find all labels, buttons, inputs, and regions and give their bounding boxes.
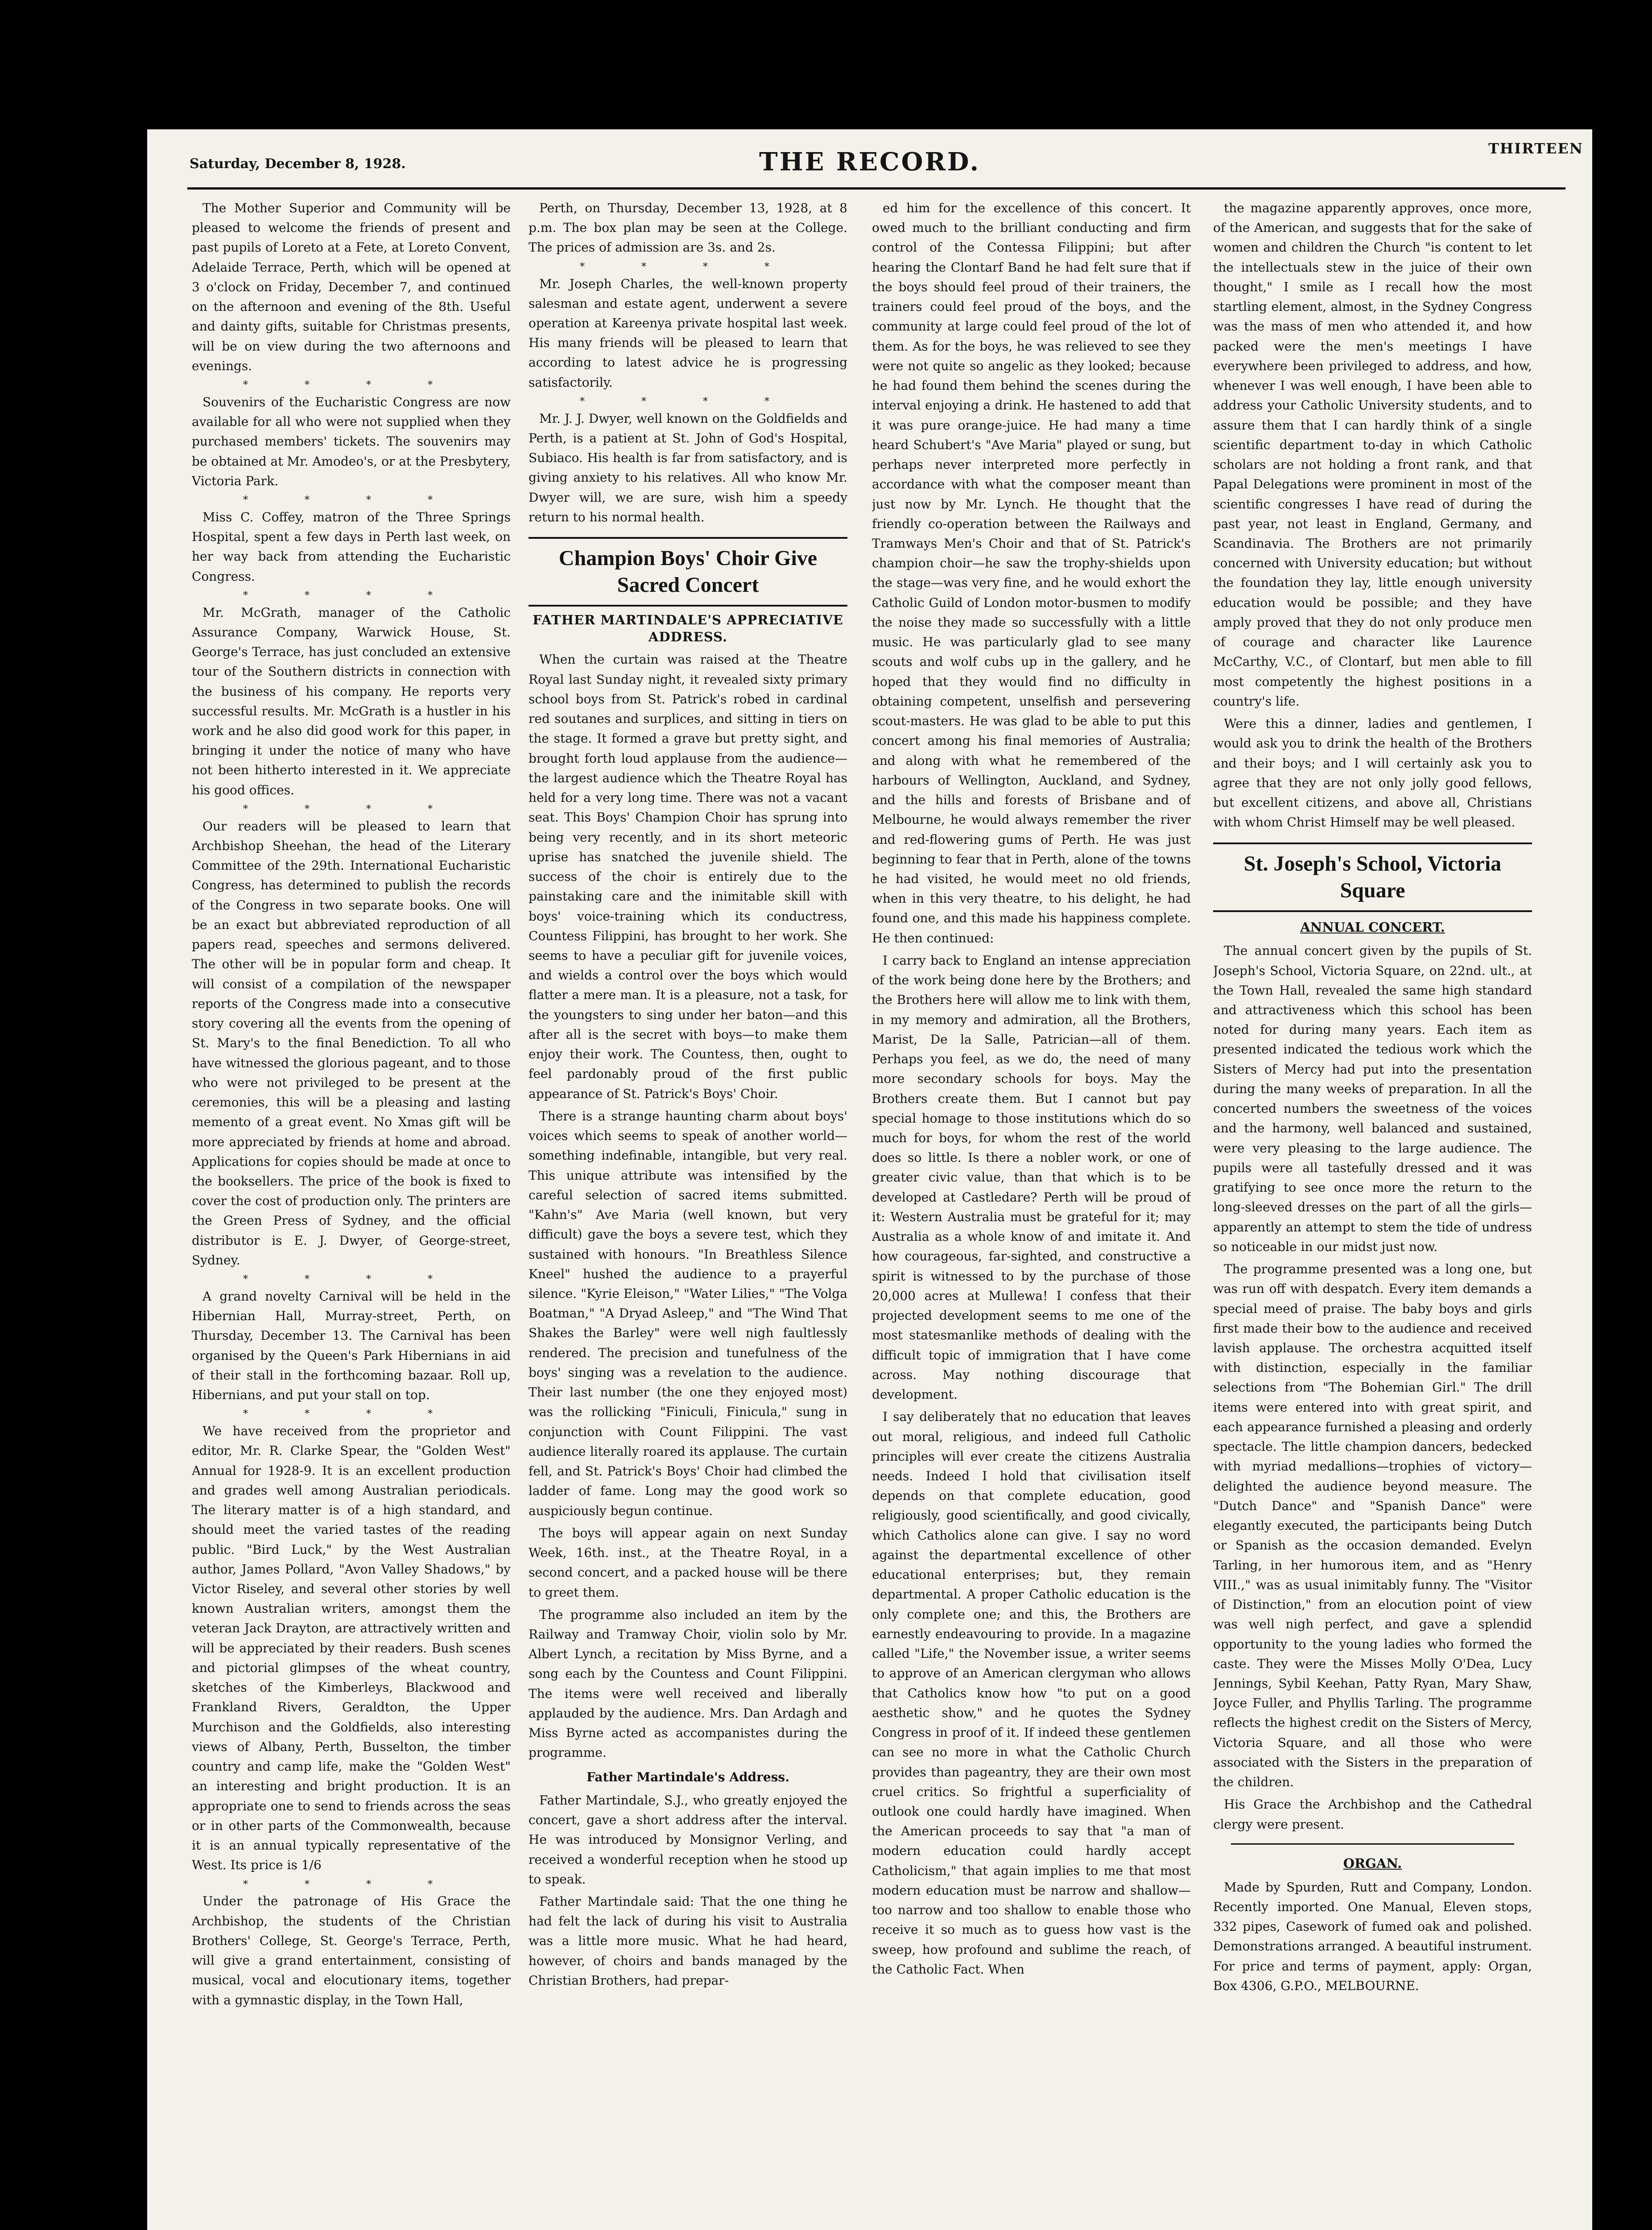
article-golden-west: We have received from the proprietor and editor, Mr. R. Clarke Spear, the "Golden West" Annual for 1928-9. It is an excellent production and grades well among Australian periodicals. The literary matter is of a high standard, and should meet the varied tastes of the reading public. "Bird Luck," by the West Australian author, James Pollard, "Avon Valley Shadows," by Victor Riseley, and several other stories by well known Australian writers, amongst them the veteran Jack Drayton, are attractively written and will be appreciated by their readers. Bush scenes and pictorial glimpses of the wheat country, sketches of the Kimberleys, Blackwood and Frankland Rivers, Geraldton, the Upper Murchison and the Goldfields, also interesting views of Albany, Perth, Busselton, the timber country and camp life, make the "Golden West" an interesting and bright production. It is an appropriate one to send to friends across the seas or in other parts of the Commonwealth, because it is an annual typically representative of the West. Its price is 1/6 [192,1424,511,1873]
article-joseph-charles: Mr. Joseph Charles, the well-known property salesman and estate agent, underwent a severe operation at Kareenya private hospital last week. His many friends will be pleased to learn that according to latest advice he is progressing satisfactorily. [529,276,847,390]
article-congress-records: Our readers will be pleased to learn that Archbishop Sheehan, the head of the Literary Committee of the 29th. International Eucharistic Congress, has determined to publish the records of the Congress in two separate books. One will be an exact but abbreviated reproduction of all papers read, speeches and sermons delivered. The other will be in popular form and cheap. It will consist of a compilation of the newspaper reports of the Congress made into a consecutive story covering all the events from the opening of St. Mary's to the final Benediction. To all who have witnessed the glorious pageant, and to those who were not privileged to be present at the ceremonies, this will be a pleasing and lasting memento of a great event. No Xmas gift will be more appreciated by friends at home and abroad. Applications for copies should be made at once to the booksellers. The price of the book is fixed to cover the cost of production only. The printers are the Green Press of Sydney, and the official distributor is E. J. Dwyer, of George-street, Sydney. [192,818,511,1268]
headline-box [529,537,847,607]
headline-box [1213,842,1532,912]
article-congress-souvenirs: Souvenirs of the Eucharistic Congress are now available for all who were not supplied when they purchased members' tickets. The souvenirs may be obtained at Mr. Amodeo's, or at the Presbytery, Victoria Park. [192,394,511,488]
address-paragraph: I say deliberately that no education that leaves out moral, religious, and indeed full Catholic principles will ever create the citizens Australia needs. Indeed I hold that civilisation itself depends on that complete education, good religiously, good scientifically, and good civically, which Catholics alone can give. I say no word against the departmental excellence of other educational enterprises; but, they remain departmental. A proper Catholic education is the only complete one; and this, the Brothers are earnestly endeavouring to provide. In a magazine called "Life," the November issue, a writer seems to approve of an American clergyman who allows that Catholics know how "to put on a good aesthetic show," and he quotes the Sydney Congress in proof of it. If indeed these gentlemen can see no more in what the Catholic Church provides than pageantry, they are their own most cruel critics. So frightful a superficiality of outlook one could hardly have imagined. When the American proceeds to say that "a man of modern education could hardly accept Catholicism," that again implies to me that most modern education must be narrow and shallow—too narrow and too shallow to enable those who receive it so much as to guess how vast is the sweep, how profound and sublime the reach, of the Catholic Fact. When [872,1409,1191,1977]
column-1 [192,198,511,2230]
concert-paragraph: The annual concert given by the pupils of St. Joseph's School, Victoria Square, on 22nd. ult., at the Town Hall, revealed the same high standard and attractiveness which this school has been noted for during many years. Each item as presented indicated the tedious work which the Sisters of Mercy had put into the presentation during the many weeks of preparation. In all the concerted numbers the sweetness of the voices and the harmony, well balanced and sustained, were very pleasing to the large audience. The pupils were all tastefully dressed and it was gratifying to see once more the return to the long-sleeved dresses on the part of all the girls—apparently an attempt to stem the tide of undress so noticeable in our midst just now. [1213,943,1532,1254]
article-mr-mcgrath: Mr. McGrath, manager of the Catholic Assurance Company, Warwick House, St. George's Terrace, has just concluded an extensive tour of the Southern districts in connection with the business of his company. He reports very successful results. Mr. McGrath is a hustler in his work and he also did good work for this paper, in bringing it under the notice of many who have not been hitherto interested in it. We appreciate his good offices. [192,605,511,797]
subheading-address: Father Martindale's Address. [586,1769,789,1784]
column-2 [529,198,847,2230]
separator-stars: * * * * [243,380,459,391]
separator-stars: * * * * [243,1274,459,1285]
issue-date: Saturday, December 8, 1928. [190,156,406,172]
article-hibernian-carnival: A grand novelty Carnival will be held in the Hibernian Hall, Murray-street, Perth, on Thursday, December 13. The Carnival has been organised by the Queen's Park Hibernians in aid of their stall in the forthcoming bazaar. Roll up, Hibernians, and put your stall on top. [192,1288,511,1403]
address-paragraph: Were this a dinner, ladies and gentlemen, I would ask you to drink the health of the Brothers and their boys; and I will certainly ask you to agree that they are not only jolly good fellows, but excellent citizens, and above all, Christians with whom Christ Himself may be well pleased. [1213,716,1532,830]
article-loreto-fete: The Mother Superior and Community will be pleased to welcome the friends of present and past pupils of Loreto at a Fete, at Loreto Convent, Adelaide Terrace, Perth, which will be opened at 3 o'clock on Friday, December 7, and continued on the afternoon and evening of the 8th. Useful and dainty gifts, suitable for Christmas presents, will be on view during the two afternoons and evenings. [192,201,511,373]
address-paragraph: I carry back to England an intense appreciation of the work being done here by the Brothers; and the Brothers here will allow me to link with them, in my memory and admiration, all the Brothers, Marist, De la Salle, Patrician—all of them. Perhaps you feel, as we do, the need of many more secondary schools for boys. May the Brothers create them. But I cannot but pay special homage to those institutions which do so much for boys, for whom the rest of the world does so little. Is there a nobler work, or one of greater civic value, than that which is to be developed at Castledare? Perth will be proud of it: Western Australia must be grateful for it; may Australia as a whole know of and imitate it. And how courageous, far-sighted, and constructive a spirit is witnessed to by the purchase of those 20,000 acres at Mullewa! I confess that their projected development seems to me one of the most statesmanlike methods of dealing with the difficult topic of immigration that I have come across. May nothing discourage that development. [872,953,1191,1402]
column-3 [872,198,1191,2230]
address-paragraph: ed him for the excellence of this concert. It owed much to the brilliant conducting and firm control of the Contessa Filippini; but after hearing the Clontarf Band he had felt sure that if the boys should feel proud of their trainers, the trainers could feel proud of the boys, and the community at large could feel proud of the lot of them. As for the boys, he was relieved to see they were not quite so angelic as they looked; because he had found them behind the scenes during the interval enjoying a drink. He hastened to add that it was pure orange-juice. He had many a time heard Schubert's "Ave Maria" played or sung, but perhaps never interpreted more perfectly in accordance with what the composer meant than just now by Mr. Lynch. He thought that the friendly co-operation between the Railways and Tramways Men's Choir and that of St. Patrick's champion choir—he saw the trophy-shields upon the stage—was very fine, and he would exhort the Catholic Guild of London motor-busmen to modify the noise they made so successfully with a little music. He was particularly glad to see many scouts and wolf cubs up in the gallery, and he hoped that they would find no difficulty in obtaining competent, unselfish and persevering scout-masters. He was glad to be able to put this concert among his final memories of Australia; and along with what he remembered of the harbours of Wellington, Auckland, and Sydney, and the hills and forests of Brisbane and of Melbourne, he would always remember the river and red-flowering gums of Perth. He was just beginning to fear that in Perth, alone of the towns he had visited, he would meet no old friends, when in this very theatre, to his delight, he had found one, and this made his happiness complete. He then continued: [872,201,1191,946]
address-paragraph: Father Martindale said: That the one thing he had felt the lack of during his visit to Australia was a little more music. What he had heard, however, of choirs and bands managed by the Christian Brothers, had prepar- [529,1894,847,1988]
subheadline-martindale: FATHER MARTINDALE'S APPRECIATIVE ADDRESS. [533,612,843,644]
newspaper-page [147,129,1592,2230]
address-paragraph: Father Martindale, S.J., who greatly enjoyed the concert, gave a short address after the interval. He was introduced by Monsignor Verling, and received a wonderful reception when he stood up to speak. [529,1792,847,1887]
masthead-title: THE RECORD. [759,147,980,177]
separator-stars: * * * * [243,495,459,506]
separator-stars: * * * * [243,590,459,601]
headline-st-josephs: St. Joseph's School, Victoria Square [1243,851,1502,902]
choir-paragraph: The boys will appear again on next Sunday Week, 16th. inst., at the Theatre Royal, in a second concert, and a packed house will be there to greet them. [529,1525,847,1600]
concert-paragraph: The programme presented was a long one, but was run off with despatch. Every item demands a special meed of praise. The baby boys and girls first made their bow to the audience and received lavish applause. The orchestra acquitted itself with distinction, especially in the familiar selections from "The Bohemian Girl." The drill items were entered into with great spirit, and each appearance furnished a pleasing and orderly spectacle. The little champion dancers, bedecked with myriad medallions—trophies of victory—delighted the audience beyond measure. The "Dutch Dance" and "Spanish Dance" were elegantly executed, the participants being Dutch or Spanish as the occasion demanded. Evelyn Tarling, in her humorous item, and as "Henry VIII.," was as usual inimitably funny. The "Visitor of Distinction," from an elocution point of view was well nigh perfect, and gave a splendid opportunity to the young ladies who formed the caste. They were the Misses Molly O'Dea, Lucy Jennings, Sybil Keehan, Patty Ryan, Mary Shaw, Joyce Fuller, and Phyllis Tarling. The programme reflects the highest credit on the Sisters of Mercy, Victoria Square, and all those who were associated with the Sisters in the preparation of the children. [1213,1262,1532,1790]
page-number: THIRTEEN [1488,140,1583,157]
choir-paragraph: The programme also included an item by the Railway and Tramway Choir, violin solo by Mr. Albert Lynch, a recitation by Miss Byrne, and a song each by the Countess and Count Filippini. The items were well received and liberally applauded by the audience. Mrs. Dan Ardagh and Miss Byrne acted as accompanistes during the programme. [529,1607,847,1760]
separator-stars: * * * * [243,1879,459,1890]
headline-choir-concert: Champion Boys' Choir Give Sacred Concert [558,546,818,597]
article-cbc-entertainment-cont: Perth, on Thursday, December 13, 1928, at 8 p.m. The box plan may be seen at the College. The prices of admission are 3s. and 2s. [529,201,847,255]
separator-stars: * * * * [580,396,796,407]
article-jj-dwyer: Mr. J. J. Dwyer, well known on the Goldfields and Perth, is a patient at St. John of God's Hospital, Subiaco. His health is far from satisfactory, and is giving anxiety to his relatives. All who know Mr. Dwyer will, we are sure, wish him a speedy return to his normal health. [529,411,847,524]
separator-stars: * * * * [243,1408,459,1420]
address-paragraph: the magazine apparently approves, once more, of the American, and suggests that for the sake of women and children the Church "is content to let the intellectuals stew in the juice of their own thought," I smile as I recall how the most startling element, almost, in the Sydney Congress was the mass of men who attended it, and how packed were the men's meetings I have everywhere been privileged to address, and how, whenever I was well enough, I have been able to address your Catholic University students, and to assure them that I can hardly think of a single scientific department to-day in which Catholic scholars are not holding a front rank, and that Papal Delegations were prominent in most of the scientific congresses I have read of during the past year, not least in England, Germany, and Scandinavia. The Brothers are not primarily concerned with University education; but without the foundation they lay, little enough university education would be possible; and they have amply proved that they do not only produce men of courage and character like Laurence McCarthy, V.C., of Clontarf, but men able to fill most competently the highest positions in a country's life. [1213,201,1532,709]
article-cbc-entertainment: Under the patronage of His Grace the Archbishop, the students of the Christian Brothers' College, St. George's Terrace, Perth, will give a grand entertainment, consisting of musical, vocal and elocutionary items, together with a gymnastic display, in the Town Hall, [192,1894,511,2007]
subheadline-organ: ORGAN. [1343,1855,1402,1871]
header-rule [187,187,1565,190]
section-rule [1231,1843,1514,1845]
choir-paragraph: There is a strange haunting charm about boys' voices which seems to speak of another world—something indefinable, intangible, but very real. This unique attribute was intensified by the careful selection of sacred items submitted. "Kahn's" Ave Maria (well known, but very difficult) gave the boys a severe test, which they sustained with honours. "In Breathless Silence Kneel" hushed the audience to a prayerful silence. "Kyrie Eleison," "Water Lilies," "The Volga Boatman," "A Dryad Asleep," and "The Wind That Shakes the Barley" were well nigh faultlessly rendered. The precision and tunefulness of the boys' singing was a revelation to the audience. Their last number (the one they enjoyed most) was the rollicking "Finiculi, Finicula," sung in conjunction with Count Filippini. The vast audience literally roared its applause. The curtain fell, and St. Patrick's Boys' Choir had climbed the ladder of fame. Long may the good work so auspiciously begun continue. [529,1108,847,1518]
subheadline-annual-concert: ANNUAL CONCERT. [1300,919,1445,935]
column-4 [1213,198,1532,2230]
article-miss-coffey: Miss C. Coffey, matron of the Three Springs Hospital, spent a few days in Perth last week, on her way back from attending the Eucharistic Congress. [192,509,511,584]
separator-stars: * * * * [243,803,459,815]
choir-paragraph: When the curtain was raised at the Theatre Royal last Sunday night, it revealed sixty primary school boys from St. Patrick's robed in cardinal red soutanes and surplices, and sitting in tiers on the stage. It formed a grave but pretty sight, and brought forth loud applause from the audience—the largest audience which the Theatre Royal has held for a very long time. There was not a vacant seat. This Boys' Champion Choir has sprung into being very recently, and in its short meteoric uprise has snatched the juvenile shield. The success of the choir is entirely due to the painstaking care and the inimitable skill with boys' voice-training which its conductress, Countess Filippini, has brought to her work. She seems to have a peculiar gift for juvenile voices, and wields a control over the boys which would flatter a mere man. It is a pleasure, not a task, for the youngsters to sing under her baton—and this after all is the secret with boys—to make them enjoy their work. The Countess, then, ought to feel pardonably proud of the first public appearance of St. Patrick's Boys' Choir. [529,652,847,1101]
concert-paragraph: His Grace the Archbishop and the Cathedral clergy were present. [1213,1797,1532,1832]
separator-stars: * * * * [580,261,796,273]
organ-advertisement: Made by Spurden, Rutt and Company, London. Recently imported. One Manual, Eleven stops, 332 pipes, Casework of fumed oak and polished. Demonstrations arranged. A beautiful instrument. For price and terms of payment, apply: Organ, Box 4306, G.P.O., MELBOURNE. [1213,1879,1532,1993]
